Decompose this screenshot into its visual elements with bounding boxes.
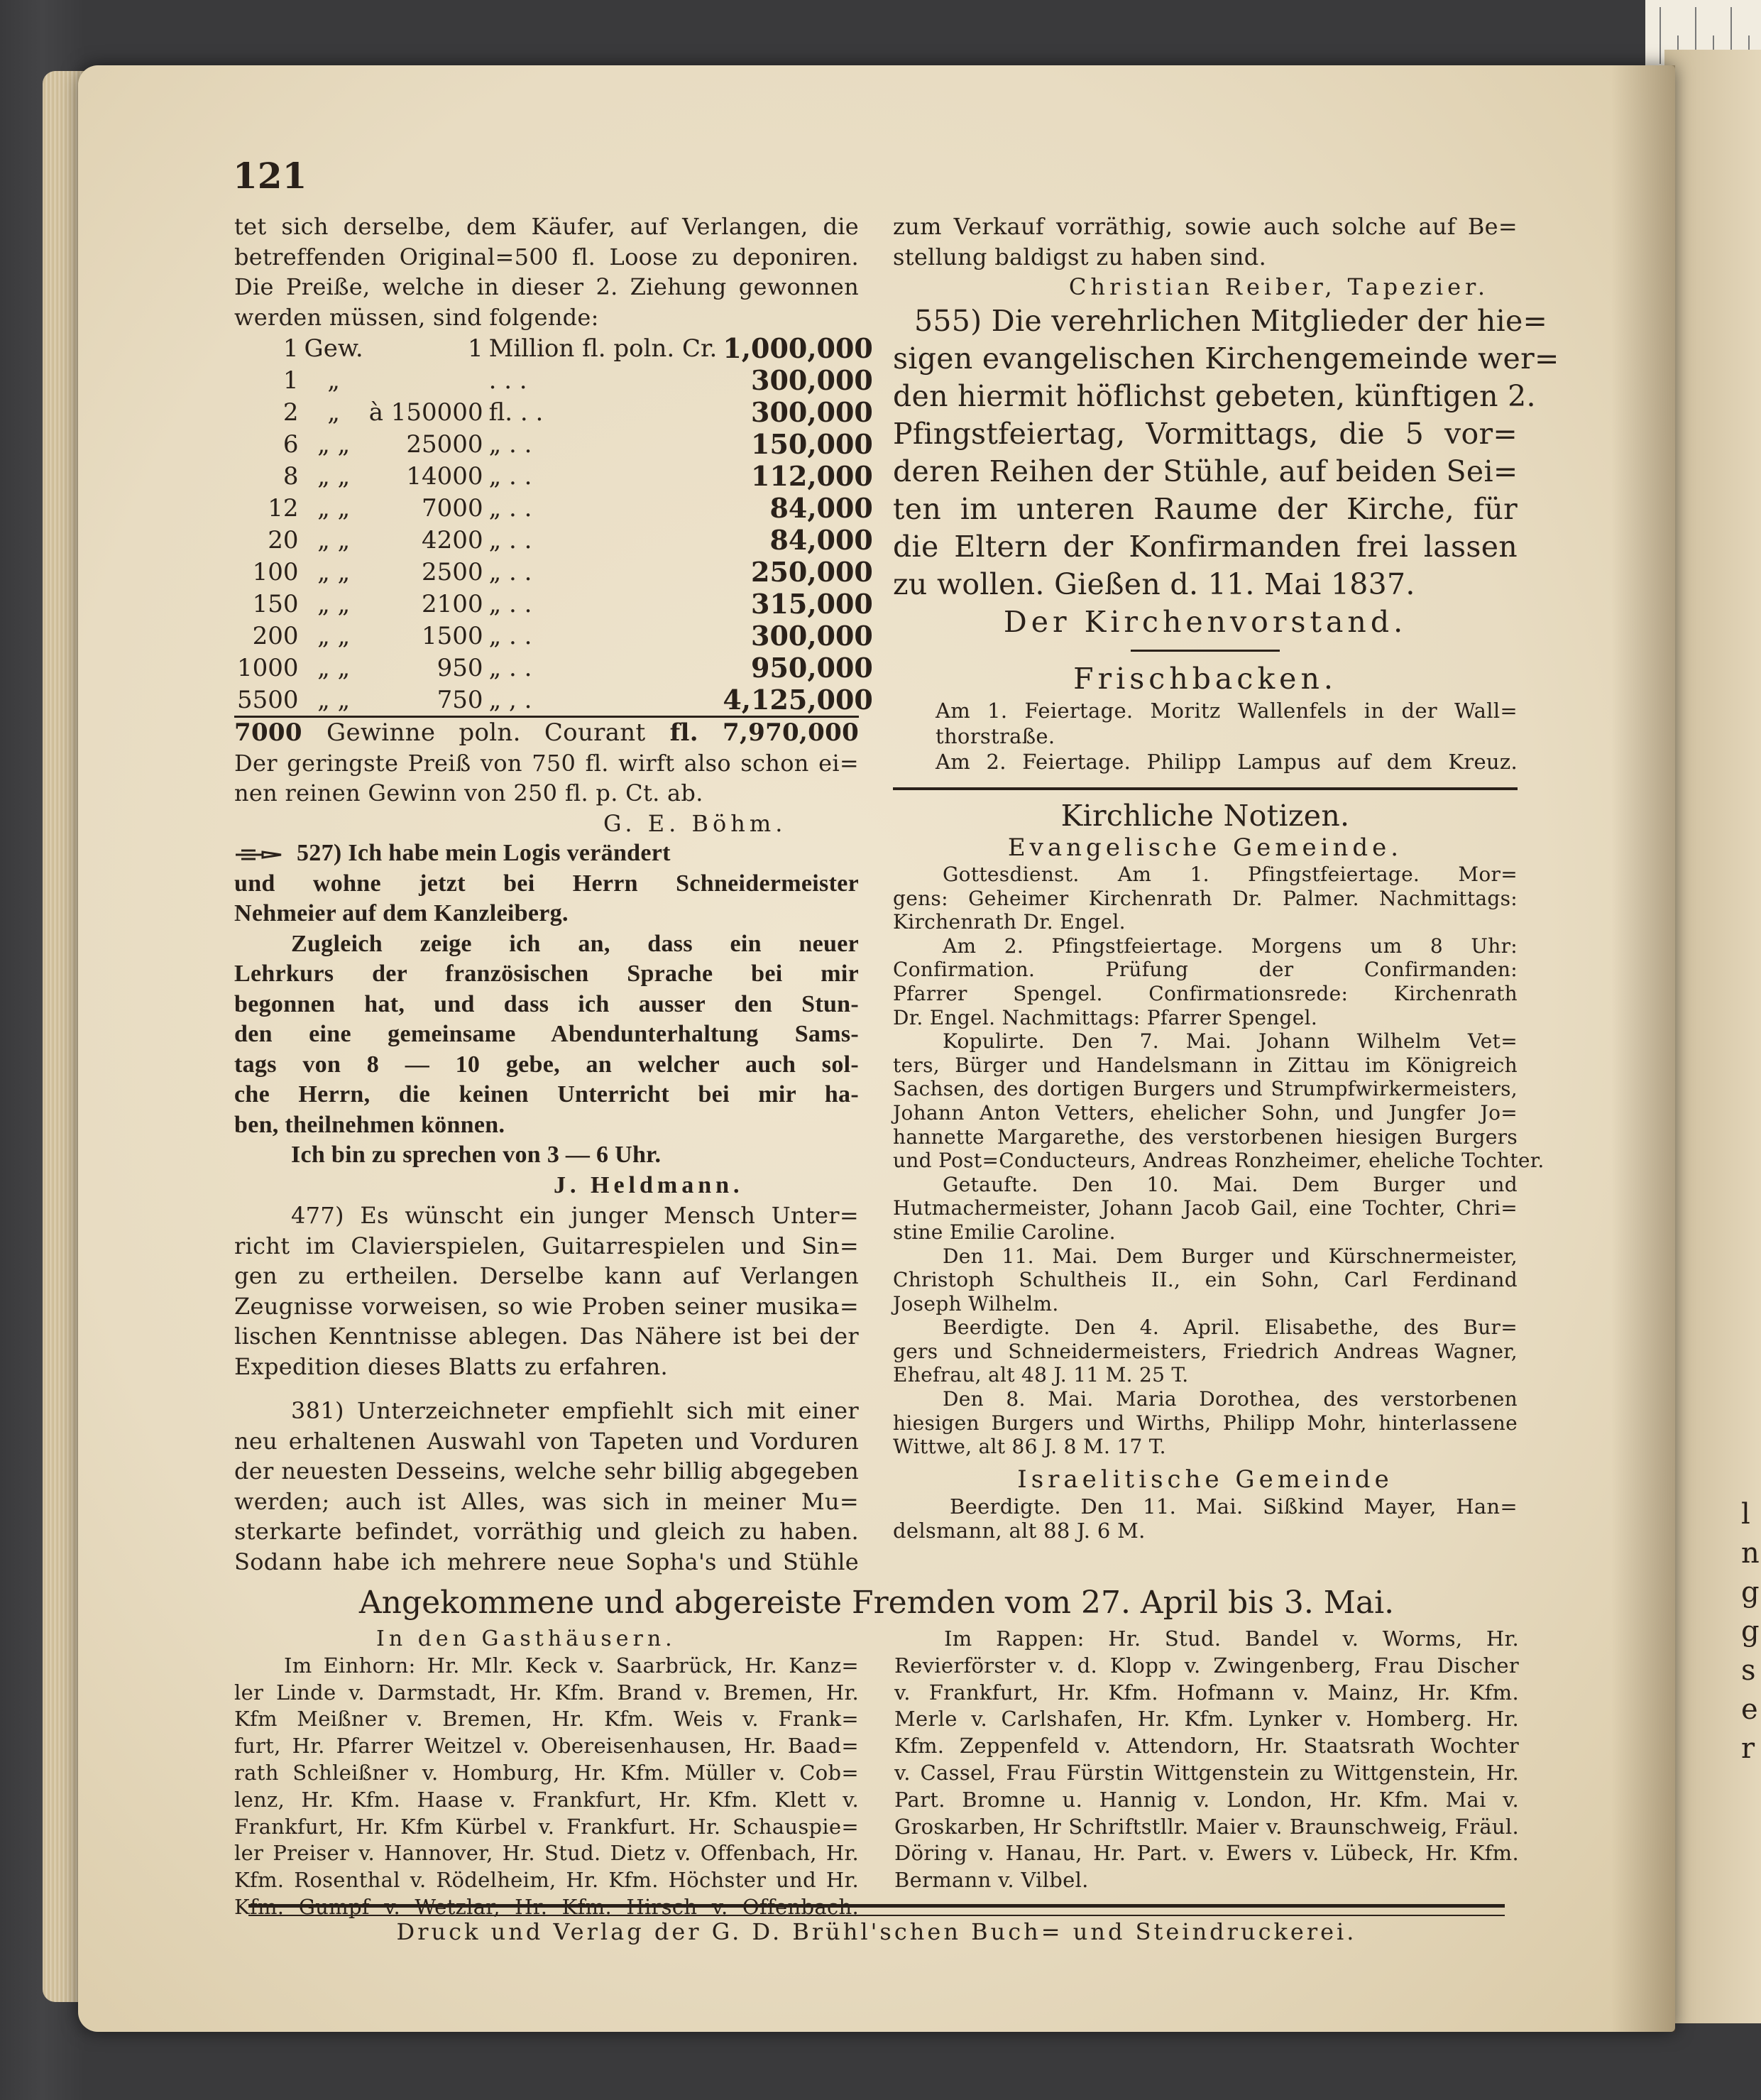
- prize-denomination: Million fl. poln. Cr.: [488, 334, 718, 363]
- church-note-line: Confirmation. Prüfung der Confirmanden:: [893, 958, 1518, 982]
- arrival-line: Kfm. Gumpf v. Wetzlar, Hr. Kfm. Hirsch v. Offenbach.: [234, 1894, 859, 1919]
- prize-unit: Gew.: [304, 334, 363, 363]
- prize-row: [234, 556, 876, 588]
- section-subtitle: Israelitische Gemeinde: [1017, 1465, 1393, 1494]
- prize-amount: 4,125,000: [723, 684, 873, 716]
- prize-count: 8: [282, 461, 299, 491]
- text-line: deren Reihen der Stühle, auf beiden Sei=: [893, 454, 1518, 488]
- church-note-line: und Post=Conducteurs, Andreas Ronzheimer, eheliche Tochter.: [893, 1149, 1545, 1173]
- prize-each: 4200: [422, 525, 483, 554]
- text-line: neu erhaltenen Auswahl von Tapeten und Vorduren: [234, 1427, 859, 1455]
- text-line: sterkarte befindet, vorräthig und gleich zu haben.: [234, 1518, 859, 1545]
- prize-denomination: „ . .: [488, 621, 532, 650]
- prize-total-label: Gewinne poln. Courant: [327, 718, 646, 747]
- arrival-line: Groskarben, Hr Schriftstllr. Maier v. Braunschweig, Fräul.: [894, 1814, 1519, 1839]
- notice-527-first-line: [234, 838, 859, 869]
- arrival-line: Kfm. Zeppenfeld v. Attendorn, Hr. Staatsrath Wochter: [894, 1734, 1519, 1759]
- church-note-line: gers und Schneidermeisters, Friedrich Andreas Wagner,: [893, 1339, 1518, 1363]
- prize-each: 2100: [422, 589, 483, 618]
- arrivals-subheading: In den Gasthäusern.: [376, 1626, 676, 1651]
- signature: G. E. Böhm.: [603, 809, 787, 837]
- prize-count: 5500: [237, 685, 299, 714]
- signature: Christian Reiber, Tapezier.: [1068, 273, 1489, 300]
- church-note-line: Beerdigte. Den 4. April. Elisabethe, des Bur=: [943, 1316, 1518, 1340]
- text-line: Expedition dieses Blatts zu erfahren.: [234, 1352, 668, 1380]
- arrival-line: Part. Bromne u. Hannig v. London, Hr. Kfm. Mai v.: [894, 1787, 1519, 1812]
- church-note-line: ters, Bürger und Handelsmann in Zittau im Königreich: [893, 1053, 1518, 1077]
- prize-denomination: „ . .: [488, 430, 532, 459]
- prize-unit: „: [327, 366, 340, 395]
- text-line: Zeugnisse vorweisen, so wie Proben seiner musika=: [234, 1292, 859, 1320]
- text-line: sigen evangelischen Kirchengemeinde wer=: [893, 341, 1559, 376]
- next-page-fragment: e: [1741, 1693, 1758, 1726]
- text-line: den hiermit höflichst gebeten, künftigen 2.: [893, 378, 1536, 413]
- church-note-line: Ehefrau, alt 48 J. 11 M. 25 T.: [893, 1363, 1189, 1387]
- prize-unit: „ „: [317, 685, 351, 714]
- prize-unit: „ „: [317, 430, 351, 459]
- arrival-line: Merle v. Carlshafen, Hr. Kfm. Lynker v. Homberg. Hr.: [894, 1707, 1519, 1732]
- notice-527-text: 527) Ich habe mein Logis verändert: [297, 840, 671, 866]
- arrival-line: v. Cassel, Frau Fürstin Wittgenstein zu Wittgenstein, Hr.: [894, 1760, 1519, 1785]
- prize-each: à 150000: [368, 398, 483, 427]
- next-page-fragment: n: [1741, 1537, 1760, 1570]
- church-notes: [893, 863, 1545, 1459]
- prize-row: [234, 652, 876, 684]
- text-line: Nehmeier auf dem Kanzleiberg.: [234, 900, 569, 926]
- church-note-line: Joseph Wilhelm.: [893, 1291, 1059, 1316]
- prize-count: 1000: [237, 653, 299, 682]
- next-page-fragment: l: [1741, 1498, 1750, 1531]
- prize-count: 200: [252, 621, 299, 650]
- printer-imprint: Druck und Verlag der G. D. Brühl'schen Buch= und Steindruckerei.: [396, 1918, 1357, 1945]
- arrivals-section: [234, 1583, 1519, 1919]
- section-divider: [1131, 650, 1280, 652]
- text-line: ben, theilnehmen können.: [234, 1111, 505, 1138]
- text-line: lischen Kenntnisse ablegen. Das Nähere ist bei der: [234, 1323, 859, 1350]
- prize-count: 1: [282, 334, 299, 363]
- prize-amount: 112,000: [751, 460, 873, 492]
- section-title: Frischbacken.: [1073, 661, 1337, 696]
- text-line: und wohne jetzt bei Herrn Schneidermeister: [234, 870, 859, 897]
- prize-denomination: . . .: [488, 366, 527, 395]
- prize-amount: 150,000: [751, 428, 873, 460]
- prize-row: [234, 492, 876, 524]
- prize-each: 1500: [422, 621, 483, 650]
- church-note-line: Christoph Schultheis II., ein Sohn, Carl Ferdinand: [893, 1268, 1518, 1292]
- church-note-line: Gottesdienst. Am 1. Pfingstfeiertage. Mor=: [943, 863, 1518, 886]
- prize-each: 1: [467, 334, 483, 363]
- prize-total-count: 7000: [234, 718, 302, 747]
- arrival-line: Frankfurt, Hr. Kfm Kürbel v. Frankfurt. Hr. Schauspie=: [234, 1814, 859, 1839]
- prize-count: 2: [282, 398, 299, 427]
- text-line: 477) Es wünscht ein junger Mensch Unter=: [291, 1202, 859, 1229]
- arrival-line: ler Preiser v. Hannover, Hr. Stud. Dietz v. Offenbach, Hr.: [234, 1841, 859, 1866]
- text-line: werden müssen, sind folgende:: [234, 303, 599, 331]
- church-note-line: hannette Margarethe, des verstorbenen hiesigen Burgers: [893, 1125, 1518, 1149]
- prize-row: [234, 428, 876, 460]
- church-note-line: Dr. Engel. Nachmittags: Pfarrer Spengel.: [893, 1005, 1318, 1029]
- text-line: ten im unteren Raume der Kirche, für: [893, 491, 1518, 526]
- prize-unit: „ „: [317, 589, 351, 618]
- prize-count: 12: [268, 493, 299, 523]
- church-note-line: Pfarrer Spengel. Confirmationsrede: Kirchenrath: [893, 981, 1518, 1005]
- section-subtitle: Evangelische Gemeinde.: [1007, 833, 1403, 862]
- arrival-line: v. Frankfurt, Hr. Kfm. Hofmann v. Mainz, Hr. Kfm.: [894, 1680, 1519, 1705]
- arrival-line: Döring v. Hanau, Hr. Part. v. Ewers v. Lübeck, Hr. Kfm.: [894, 1841, 1519, 1866]
- prize-each: 25000: [406, 430, 483, 459]
- section-divider: [893, 787, 1518, 790]
- prize-total-amount: fl. 7,970,000: [669, 718, 860, 747]
- prize-total-line: [234, 716, 859, 748]
- text-line: 381) Unterzeichneter empfiehlt sich mit einer: [291, 1397, 859, 1424]
- arrival-line: ler Linde v. Darmstadt, Hr. Kfm. Brand v. Bremen, Hr.: [234, 1680, 859, 1705]
- text-line: Ich bin zu sprechen von 3 — 6 Uhr.: [291, 1142, 662, 1168]
- arrivals-heading: Angekommene und abgereiste Fremden vom 27. April bis 3. Mai.: [358, 1585, 1395, 1621]
- prize-unit: „ „: [317, 621, 351, 650]
- arrivals-left-column: [234, 1626, 859, 1921]
- page-number: 121: [233, 155, 307, 197]
- next-page-fragment: g: [1741, 1615, 1760, 1648]
- next-page-fragment: s: [1741, 1654, 1756, 1687]
- church-note-line: Den 11. Mai. Dem Burger und Kürschnermeister,: [943, 1244, 1518, 1268]
- prize-count: 150: [252, 589, 299, 618]
- prize-unit: „ „: [317, 653, 351, 682]
- prize-amount: 250,000: [751, 556, 873, 588]
- text-line: richt im Clavierspielen, Guitarrespielen und Sin=: [234, 1232, 859, 1259]
- prize-amount: 950,000: [751, 652, 873, 684]
- prize-count: 20: [268, 525, 299, 554]
- church-note-line: Kirchenrath Dr. Engel.: [893, 910, 1126, 934]
- prize-unit: „: [327, 398, 340, 427]
- pointing-hand-icon: [234, 848, 284, 862]
- text-line: stellung baldigst zu haben sind.: [893, 243, 1267, 270]
- prize-row: [234, 332, 876, 364]
- prize-amount: 84,000: [769, 524, 873, 556]
- church-note-line: Johann Anton Vetters, ehelicher Sohn, und Jungfer Jo=: [893, 1100, 1518, 1125]
- section-title: Kirchliche Notizen.: [1060, 798, 1350, 833]
- prize-row: [234, 460, 876, 492]
- text-line: Lehrkurs der französischen Sprache bei mir: [234, 961, 859, 987]
- next-page-edge: [1664, 50, 1761, 2023]
- arrivals-right-column: [894, 1626, 1519, 1894]
- church-note-line: gens: Geheimer Kirchenrath Dr. Palmer. Nachmittags:: [893, 886, 1518, 910]
- prize-amount: 315,000: [751, 588, 873, 620]
- church-note-line: Den 8. Mai. Maria Dorothea, des verstorbenen: [943, 1387, 1518, 1411]
- arrival-line: Bermann v. Vilbel.: [894, 1868, 1089, 1893]
- prize-denomination: „ . .: [488, 493, 532, 523]
- next-page-fragment: r: [1741, 1732, 1755, 1765]
- prize-each: 750: [437, 685, 483, 714]
- text-line: delsmann, alt 88 J. 6 M.: [893, 1519, 1146, 1543]
- prize-unit: „ „: [317, 493, 351, 523]
- church-note-line: Hutmachermeister, Johann Jacob Gail, eine Tochter, Chri=: [893, 1196, 1518, 1220]
- prize-denomination: „ . .: [488, 461, 532, 491]
- prize-count: 100: [252, 557, 299, 586]
- arrival-line: Im Einhorn: Hr. Mlr. Keck v. Saarbrück, Hr. Kanz=: [284, 1653, 859, 1678]
- text-line: Sodann habe ich mehrere neue Sopha's und Stühle: [234, 1548, 859, 1575]
- prize-unit: „ „: [317, 525, 351, 554]
- text-line: thorstraße.: [936, 723, 1055, 748]
- arrival-line: Kfm. Rosenthal v. Rödelheim, Hr. Kfm. Höchster und Hr.: [234, 1868, 859, 1893]
- text-line: Am 2. Feiertage. Philipp Lampus auf dem Kreuz.: [936, 749, 1518, 774]
- prize-amount: 300,000: [751, 364, 873, 396]
- text-line: zu wollen. Gießen d. 11. Mai 1837.: [893, 567, 1415, 601]
- text-line: gen zu ertheilen. Derselbe kann auf Verlangen: [234, 1262, 859, 1289]
- prize-each: [366, 364, 486, 396]
- arrival-line: lenz, Hr. Kfm. Haase v. Frankfurt, Hr. Kfm. Klett v.: [234, 1787, 859, 1812]
- prize-count: 6: [282, 430, 299, 459]
- arrival-line: furt, Hr. Pfarrer Weitzel v. Obereisenhausen, Hr. Baad=: [234, 1734, 859, 1759]
- text-line: Pfingstfeiertag, Vormittags, die 5 vor=: [893, 416, 1518, 451]
- text-line: tet sich derselbe, dem Käufer, auf Verlangen, die: [234, 213, 859, 240]
- prize-row: [234, 396, 876, 428]
- church-note-line: hiesigen Burgers und Wirths, Philipp Mohr, hinterlassene: [893, 1411, 1518, 1435]
- church-note-line: Kopulirte. Den 7. Mai. Johann Wilhelm Vet=: [943, 1029, 1518, 1054]
- prize-denomination: „ , .: [488, 685, 532, 714]
- prize-count: 1: [282, 366, 299, 395]
- right-column: [893, 212, 1559, 1543]
- text-line: Der geringste Preiß von 750 fl. wirft also schon ei=: [234, 749, 859, 777]
- text-line: werden; auch ist Alles, was sich in meiner Mu=: [234, 1487, 859, 1515]
- text-line: der neuesten Desseins, welche sehr billig abgegeben: [234, 1458, 859, 1484]
- text-line: betreffenden Original=500 fl. Loose zu deponiren.: [234, 243, 859, 270]
- arrival-line: Im Rappen: Hr. Stud. Bandel v. Worms, Hr.: [944, 1626, 1519, 1651]
- text-line: Zugleich zeige ich an, dass ein neuer: [291, 930, 859, 957]
- church-note-line: stine Emilie Caroline.: [893, 1220, 1116, 1244]
- prize-row: [234, 588, 876, 620]
- prize-amount: 300,000: [751, 620, 873, 652]
- church-note-line: Sachsen, des dortigen Burgers und Strumpfwirkermeisters,: [893, 1077, 1518, 1101]
- church-note-line: Am 2. Pfingstfeiertage. Morgens um 8 Uhr:: [943, 934, 1518, 958]
- next-page-fragment: g: [1741, 1576, 1760, 1609]
- prize-amount: 84,000: [769, 492, 873, 524]
- text-line: tags von 8 — 10 gebe, an welcher auch sol-: [234, 1051, 859, 1078]
- prize-row: [234, 524, 876, 556]
- prize-denomination: „ . .: [488, 653, 532, 682]
- prize-each: 2500: [422, 557, 483, 586]
- arrival-line: Revierförster v. d. Klopp v. Zwingenberg, Frau Discher: [894, 1653, 1519, 1678]
- prize-denomination: „ . .: [488, 557, 532, 586]
- text-line: che Herrn, die keinen Unterricht bei mir ha-: [234, 1081, 859, 1108]
- prize-row: [234, 620, 876, 652]
- text-line: Beerdigte. Den 11. Mai. Sißkind Mayer, Han=: [950, 1494, 1518, 1519]
- text-line: Die Preiße, welche in dieser 2. Ziehung gewonnen: [234, 273, 859, 300]
- left-column: [234, 212, 873, 1577]
- prize-each: 7000: [422, 493, 483, 523]
- prize-row: [234, 364, 876, 396]
- text-line: nen reinen Gewinn von 250 fl. p. Ct. ab.: [234, 780, 703, 806]
- text-line: begonnen hat, und dass ich ausser den Stun-: [234, 990, 859, 1017]
- prize-each: 14000: [406, 461, 483, 491]
- prize-denomination: „ . .: [488, 525, 532, 554]
- footer-rule: [248, 1904, 1505, 1916]
- text-line: den eine gemeinsame Abendunterhaltung Sams-: [234, 1021, 859, 1047]
- prize-unit: „ „: [317, 557, 351, 586]
- prize-row: [234, 684, 876, 716]
- signature: Der Kirchenvorstand.: [1003, 604, 1408, 639]
- prize-denomination: fl. . .: [488, 398, 544, 427]
- text-line: Am 1. Feiertage. Moritz Wallenfels in der Wall=: [936, 698, 1518, 723]
- prize-amount: 1,000,000: [723, 332, 873, 364]
- prize-denomination: „ . .: [488, 589, 532, 618]
- prize-amount: 300,000: [751, 396, 873, 428]
- arrival-line: Kfm Meißner v. Bremen, Hr. Kfm. Weis v. Frank=: [234, 1707, 859, 1732]
- prize-each: 950: [437, 653, 483, 682]
- text-line: zum Verkauf vorräthig, sowie auch solche auf Be=: [893, 213, 1518, 240]
- church-note-line: Wittwe, alt 86 J. 8 M. 17 T.: [893, 1435, 1166, 1459]
- prize-unit: „ „: [317, 461, 351, 491]
- church-note-line: Getaufte. Den 10. Mai. Dem Burger und: [943, 1172, 1518, 1196]
- signature: J. Heldmann.: [554, 1171, 744, 1198]
- arrival-line: rath Schleißner v. Homburg, Hr. Kfm. Müller v. Cob=: [234, 1760, 859, 1785]
- prize-table: [234, 332, 876, 716]
- text-line: die Eltern der Konfirmanden frei lassen: [893, 529, 1518, 564]
- text-line: 555) Die verehrlichen Mitglieder der hie=: [914, 303, 1548, 338]
